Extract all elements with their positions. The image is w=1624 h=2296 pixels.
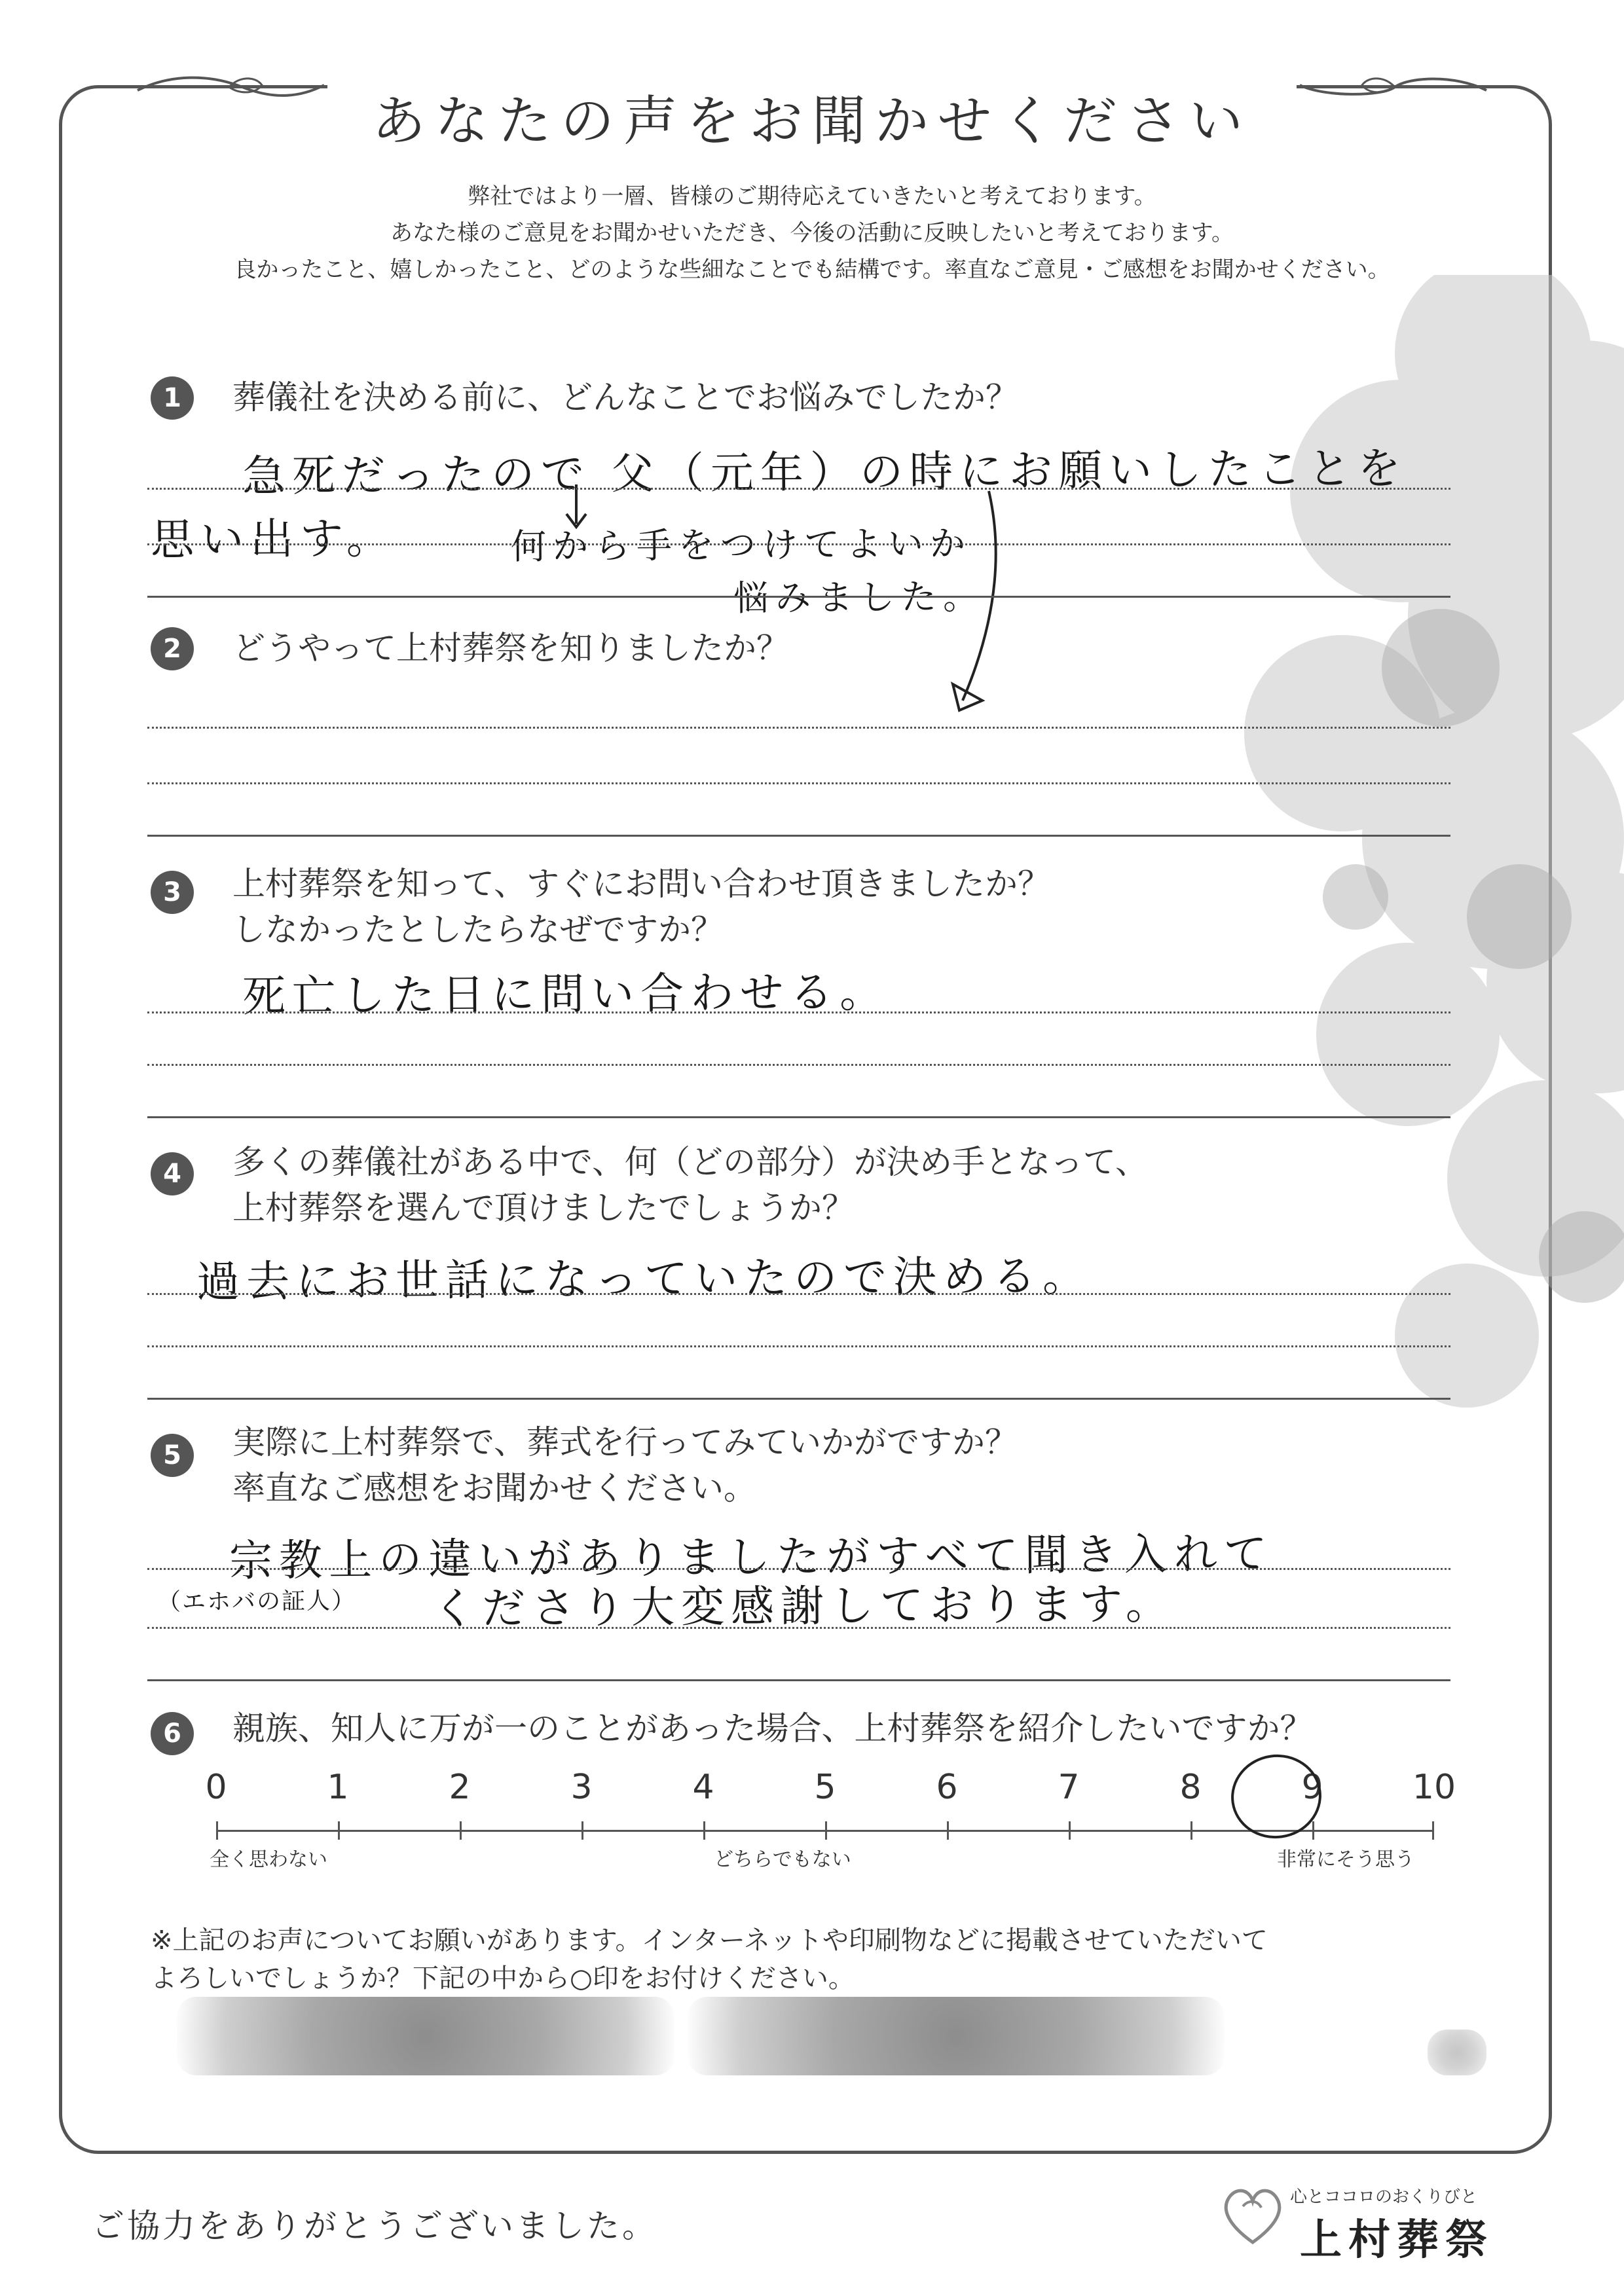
answer-line bbox=[147, 727, 1450, 729]
question-5-number-badge: 5 bbox=[151, 1434, 194, 1477]
scale-number-3[interactable]: 3 bbox=[570, 1768, 593, 1807]
scale-tick bbox=[581, 1821, 583, 1840]
answer-line bbox=[147, 1011, 1450, 1013]
intro-line: 弊社ではより一層、皆様のご期待応えていきたいと考えております。 bbox=[468, 183, 1156, 210]
answer-line bbox=[147, 1293, 1450, 1295]
question-5-answer-line-1: 宗教上の違いがありましたがすべて聞き入れて bbox=[229, 1528, 1274, 1586]
question-5-answer-line-2: くださり大変感謝しております。 bbox=[432, 1578, 1176, 1634]
left-flourish-ornament bbox=[131, 71, 327, 103]
scale-tick bbox=[216, 1821, 218, 1840]
heart-logo-icon bbox=[1217, 2180, 1289, 2252]
redacted-area bbox=[1428, 2030, 1486, 2075]
scale-label-low: 全く思わない bbox=[210, 1848, 327, 1871]
thanks-message: ご協力をありがとうございました。 bbox=[92, 2207, 657, 2245]
section-divider bbox=[147, 1679, 1450, 1681]
scale-label-mid: どちらでもない bbox=[714, 1848, 851, 1871]
question-2-number-badge: 2 bbox=[151, 627, 194, 670]
section-divider bbox=[147, 596, 1450, 598]
handwritten-arrow bbox=[557, 478, 1015, 727]
scale-tick bbox=[825, 1821, 827, 1840]
answer-line bbox=[147, 1627, 1450, 1629]
answer-line bbox=[147, 782, 1450, 784]
question-6-number-badge: 6 bbox=[151, 1712, 194, 1755]
intro-line: 良かったこと、嬉しかったこと、どのような些細なことでも結構です。率直なご意見・ご感想をお聞かせください。 bbox=[234, 257, 1390, 283]
page-title: あなたの声をお聞かせください bbox=[371, 90, 1252, 153]
scale-number-4[interactable]: 4 bbox=[692, 1768, 714, 1807]
question-5-text-line-2: 率直なご感想をお聞かせください。 bbox=[232, 1469, 756, 1507]
scale-tick bbox=[460, 1821, 462, 1840]
section-divider bbox=[147, 1398, 1450, 1400]
answer-line bbox=[147, 1568, 1450, 1570]
question-5-text-line-1: 実際に上村葬祭で、葬式を行ってみていかがですか？ bbox=[232, 1423, 1018, 1461]
scale-number-8[interactable]: 8 bbox=[1179, 1768, 1202, 1807]
scale-number-1[interactable]: 1 bbox=[327, 1768, 349, 1807]
right-flourish-ornament bbox=[1297, 71, 1493, 103]
question-4-answer: 過去にお世話になっていたので決める。 bbox=[196, 1250, 1093, 1307]
answer-line bbox=[147, 488, 1450, 490]
redacted-area bbox=[688, 1997, 1225, 2075]
question-1-text: 葬儀社を決める前に、どんなことでお悩みでしたか？ bbox=[232, 378, 1018, 416]
question-4-text-line-1: 多くの葬儀社がある中で、何（どの部分）が決め手となって、 bbox=[232, 1143, 1148, 1181]
answer-line bbox=[147, 1345, 1450, 1347]
question-1-answer-line-1: 急死だったので 父（元年）の時にお願いしたことを bbox=[242, 443, 1408, 502]
question-1-answer-line-4: 悩みました。 bbox=[733, 575, 986, 619]
intro-text bbox=[131, 178, 1493, 288]
question-6-text: 親族、知人に万が一のことがあった場合、上村葬祭を紹介したいですか？ bbox=[232, 1709, 1313, 1747]
question-3-number-badge: 3 bbox=[151, 871, 194, 914]
scale-tick bbox=[1190, 1821, 1192, 1840]
scale-number-5[interactable]: 5 bbox=[814, 1768, 836, 1807]
scale-number-2[interactable]: 2 bbox=[449, 1768, 471, 1807]
scale-tick bbox=[947, 1821, 949, 1840]
question-4-text-line-2: 上村葬祭を選んで頂けましたでしょうか？ bbox=[232, 1189, 855, 1227]
scale-number-7[interactable]: 7 bbox=[1058, 1768, 1080, 1807]
scale-number-10[interactable]: 10 bbox=[1412, 1768, 1456, 1807]
scale-tick bbox=[703, 1821, 705, 1840]
question-2-text: どうやって上村葬祭を知りましたか？ bbox=[232, 629, 789, 667]
company-logo-name: 上村葬祭 bbox=[1300, 2216, 1494, 2265]
question-5-answer-note: （エホバの証人） bbox=[157, 1587, 357, 1616]
scale-number-0[interactable]: 0 bbox=[205, 1768, 227, 1807]
answer-line bbox=[147, 543, 1450, 545]
answer-line bbox=[147, 1064, 1450, 1066]
scale-tick bbox=[338, 1821, 340, 1840]
intro-line: あなた様のご意見をお聞かせいただき、今後の活動に反映したいと考えております。 bbox=[390, 220, 1234, 246]
question-1-answer-line-2: 思い出す。 bbox=[150, 513, 397, 566]
section-divider bbox=[147, 1116, 1450, 1118]
publication-consent-note bbox=[151, 1922, 1268, 1997]
logo-tagline: 心とココロのおくりびと bbox=[1290, 2187, 1478, 2207]
question-3-text-line-2: しなかったとしたらなぜですか？ bbox=[232, 911, 724, 949]
scale-number-6[interactable]: 6 bbox=[936, 1768, 958, 1807]
scale-tick bbox=[1432, 1821, 1434, 1840]
scale-label-high: 非常にそう思う bbox=[1277, 1848, 1414, 1871]
redacted-area bbox=[177, 1997, 674, 2075]
scale-number-9[interactable]: 9 bbox=[1301, 1768, 1323, 1807]
note-line: ※上記のお声についてお願いがあります。インターネットや印刷物などに掲載させていただいて bbox=[151, 1925, 1268, 1956]
note-line: よろしいでしょうか？下記の中から○印をお付けください。 bbox=[151, 1963, 855, 1994]
question-4-number-badge: 4 bbox=[151, 1152, 194, 1195]
question-3-answer: 死亡した日に問い合わせる。 bbox=[242, 966, 890, 1022]
question-3-text-line-1: 上村葬祭を知って、すぐにお問い合わせ頂きましたか？ bbox=[232, 865, 1050, 903]
scale-tick bbox=[1069, 1821, 1071, 1840]
scale-tick bbox=[1312, 1821, 1314, 1840]
question-1-number-badge: 1 bbox=[151, 376, 194, 420]
section-divider bbox=[147, 835, 1450, 837]
question-1-answer-line-3: 何から手をつけてよいか bbox=[510, 522, 972, 568]
